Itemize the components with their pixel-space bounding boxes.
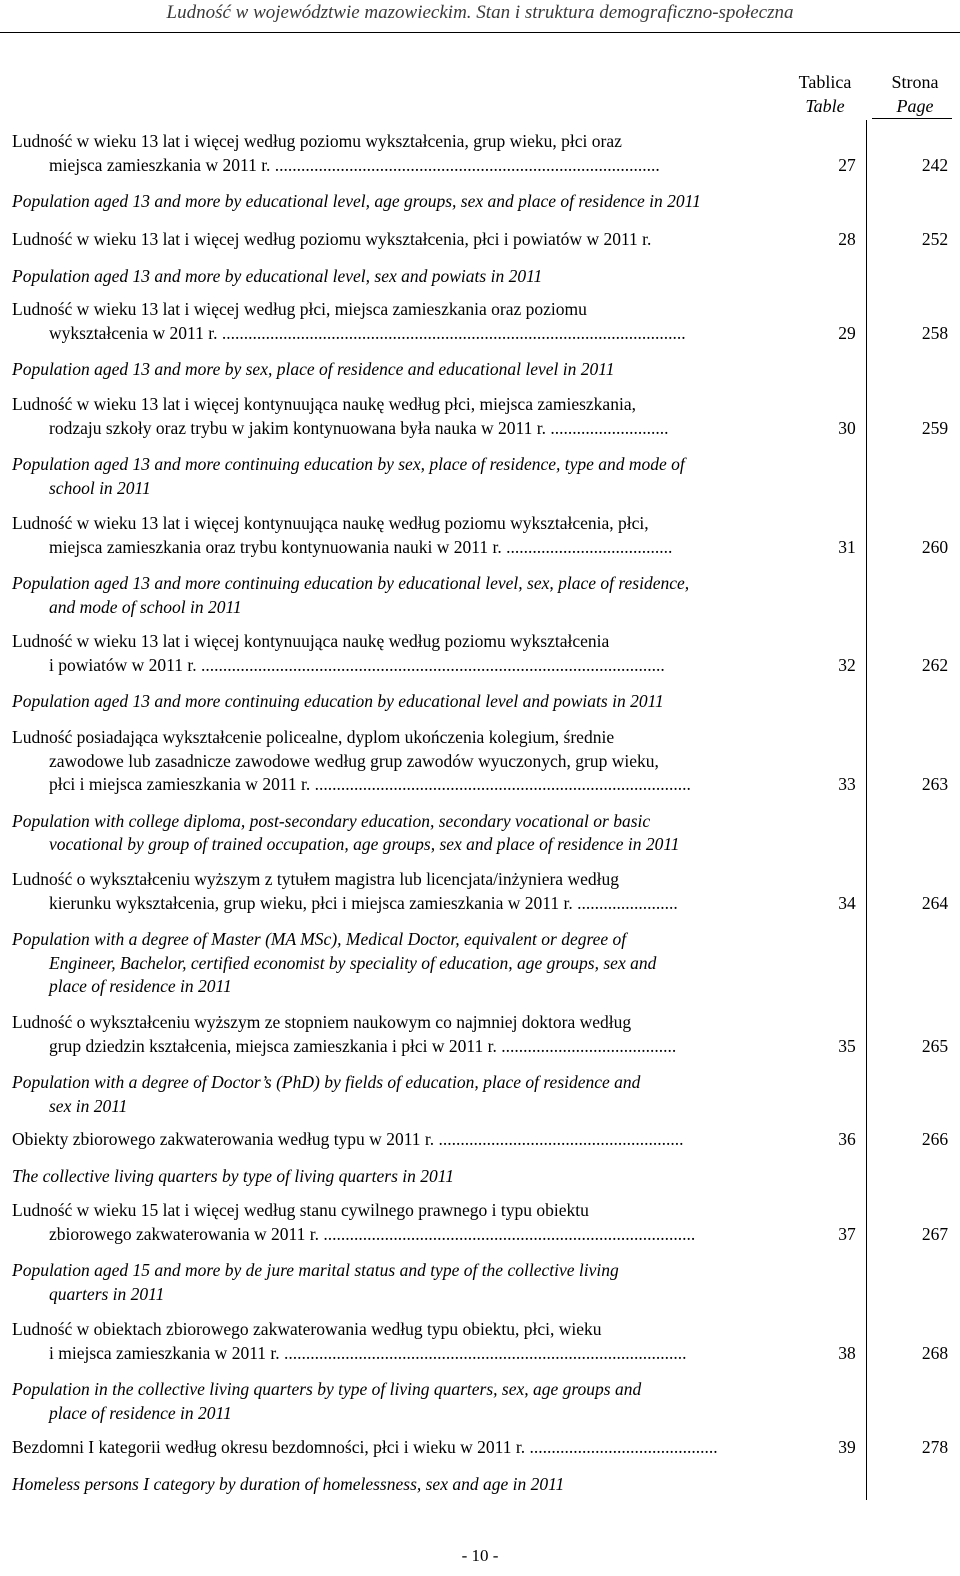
toc-title-en-line: Population aged 13 and more by sex, place of residence and educational level in 2011 — [12, 359, 615, 379]
toc-page-number: 278 — [921, 1437, 949, 1457]
toc-page-number: 263 — [921, 774, 949, 794]
toc-title-pl — [12, 868, 782, 915]
toc-title-en-line: Population aged 13 and more continuing education by educational level, sex, place of residence, — [12, 573, 690, 593]
toc-title-en — [12, 1473, 792, 1497]
column-header-table-en: Table — [805, 96, 845, 116]
toc-page-number: 252 — [921, 229, 949, 249]
toc-title-pl-line: Ludność o wykształceniu wyższym z tytułem magistra lub licencjata/inżyniera według — [12, 869, 619, 889]
toc-title-pl-line: Ludność w wieku 13 lat i więcej według płci, miejsca zamieszkania oraz poziomu — [12, 299, 587, 319]
toc-table-number: 33 — [838, 774, 856, 794]
toc-title-pl-line: Ludność posiadająca wykształcenie policealne, dyplom ukończenia kolegium, średnie — [12, 727, 615, 747]
toc-page-number: 242 — [921, 154, 949, 175]
toc-title-pl-line: miejsca zamieszkania w 2011 r. ........................................................................................ — [49, 154, 660, 175]
toc-title-en — [12, 190, 792, 214]
column-header-table-pl: Tablica — [798, 72, 852, 92]
toc-title-pl — [12, 1011, 782, 1058]
toc-table-number: 36 — [838, 1129, 856, 1149]
toc-page-number: 264 — [921, 892, 949, 913]
toc-title-en-line: The collective living quarters by type of living quarters in 2011 — [12, 1165, 454, 1186]
toc-entry[interactable] — [12, 1199, 952, 1306]
toc-title-en — [12, 572, 792, 619]
toc-entry[interactable] — [12, 393, 952, 500]
toc-title-en — [12, 453, 792, 500]
toc-table-number: 37 — [838, 1223, 856, 1244]
toc-title-en — [12, 810, 792, 857]
toc-entry[interactable] — [12, 1436, 952, 1496]
toc-title-en-line: quarters in 2011 — [49, 1283, 165, 1304]
toc-table-number: 35 — [838, 1035, 856, 1056]
column-header-page-en: Page — [896, 96, 934, 116]
toc-title-pl-line: Ludność o wykształceniu wyższym ze stopniem naukowym co najmniej doktora według — [12, 1012, 632, 1032]
toc-title-en — [12, 1378, 792, 1425]
toc-entry[interactable] — [12, 1318, 952, 1425]
toc-title-en-line: Population with a degree of Master (MA MSc), Medical Doctor, equivalent or degree of — [12, 929, 627, 949]
toc-entry[interactable] — [12, 130, 952, 214]
toc-title-pl — [12, 512, 782, 559]
toc-title-en-line: Population aged 13 and more continuing education by educational level and powiats in 2011 — [12, 691, 664, 711]
toc-title-pl-line: Ludność w wieku 13 lat i więcej kontynuująca naukę według poziomu wykształcenia — [12, 631, 610, 651]
toc-title-pl — [12, 1128, 782, 1152]
toc-title-en — [12, 358, 792, 382]
toc-title-pl-line: Ludność w wieku 15 lat i więcej według stanu cywilnego prawnego i typu obiektu — [12, 1200, 589, 1220]
toc-title-en-line: place of residence in 2011 — [49, 976, 232, 996]
toc-title-pl-line: Ludność w wieku 13 lat i więcej kontynuująca naukę według płci, miejsca zamieszkania, — [12, 394, 636, 414]
running-header — [0, 0, 960, 33]
toc-table-number: 34 — [838, 892, 856, 913]
toc-title-pl — [12, 1199, 782, 1246]
toc-entry[interactable] — [12, 512, 952, 619]
toc-title-en-line: Population in the collective living quarters by type of living quarters, sex, age groups and — [12, 1379, 642, 1399]
toc-entry[interactable] — [12, 228, 952, 288]
toc-title-pl-line: Ludność w wieku 13 lat i więcej według poziomu wykształcenia, płci i powiatów w 2011 r. — [12, 229, 652, 249]
toc-title-en-line: school in 2011 — [49, 477, 151, 498]
toc-title-en-line: Homeless persons I category by duration of homelessness, sex and age in 2011 — [12, 1473, 565, 1494]
toc-title-en-line: sex in 2011 — [49, 1095, 128, 1116]
toc-title-en-line: and mode of school in 2011 — [49, 596, 242, 617]
toc-title-en-line: place of residence in 2011 — [49, 1402, 232, 1423]
toc-title-pl-line: i powiatów w 2011 r. .......................................................................................................... — [49, 654, 665, 675]
toc-title-en-line: Population aged 15 and more by de jure marital status and type of the collective living — [12, 1260, 619, 1280]
toc-title-pl-line: i miejsca zamieszkania w 2011 r. ............................................................................................ — [49, 1342, 687, 1363]
toc-title-en — [12, 1071, 792, 1118]
toc-title-en-line: Population with a degree of Doctor’s (PhD) by fields of education, place of residence and — [12, 1072, 641, 1092]
toc-title-en — [12, 1259, 792, 1306]
toc-entry[interactable] — [12, 630, 952, 714]
toc-page-number: 265 — [921, 1035, 949, 1056]
toc-page-number: 266 — [921, 1129, 949, 1149]
column-header-rule — [872, 118, 952, 119]
toc-title-en — [12, 928, 792, 999]
toc-title-en — [12, 1165, 792, 1189]
toc-page-number: 267 — [921, 1223, 949, 1244]
toc-page-number: 260 — [921, 536, 949, 557]
column-header-page — [880, 70, 950, 118]
toc-title-pl-line: Ludność w obiektach zbiorowego zakwaterowania według typu obiektu, płci, wieku — [12, 1319, 602, 1339]
toc-title-en-line: Population aged 13 and more continuing education by sex, place of residence, type and mode of — [12, 454, 685, 474]
toc-table-number: 30 — [838, 417, 856, 438]
column-header-table — [790, 70, 860, 118]
toc-page-number: 258 — [921, 322, 949, 343]
toc-entry[interactable] — [12, 1128, 952, 1188]
toc-entry[interactable] — [12, 868, 952, 999]
toc-table-number: 28 — [838, 229, 856, 249]
toc-title-pl-line: Ludność w wieku 13 lat i więcej kontynuująca naukę według poziomu wykształcenia, płci, — [12, 513, 649, 533]
toc-title-pl — [12, 298, 782, 345]
toc-table-number: 31 — [838, 536, 856, 557]
toc-title-en-line: vocational by group of trained occupation, age groups, sex and place of residence in 2011 — [49, 834, 680, 854]
column-header-page-pl: Strona — [891, 72, 939, 92]
toc-title-pl-line: Bezdomni I kategorii według okresu bezdomności, płci i wieku w 2011 r. ........................................... — [12, 1437, 718, 1457]
toc-title-en — [12, 265, 792, 289]
toc-title-pl — [12, 1436, 782, 1460]
toc-entry[interactable] — [12, 1011, 952, 1118]
toc-table-number: 29 — [838, 322, 856, 343]
toc-title-en-line: Population aged 13 and more by educational level, age groups, sex and place of residence in 2011 — [12, 191, 701, 211]
toc-title-pl-line: rodzaju szkoły oraz trybu w jakim kontynuowana była nauka w 2011 r. ........................... — [49, 417, 669, 438]
header-title: Ludność w województwie mazowieckim. Stan i struktura demograficzno-społeczna — [166, 2, 794, 23]
toc-title-pl-line: zawodowe lub zasadnicze zawodowe według grup zawodów wyuczonych, grup wieku, — [49, 750, 659, 771]
toc-page-number: 259 — [921, 417, 949, 438]
toc-title-pl-line: płci i miejsca zamieszkania w 2011 r. ...................................................................................... — [49, 774, 691, 794]
toc-title-pl — [12, 726, 782, 797]
toc-page-number: 268 — [921, 1342, 949, 1363]
toc-title-pl — [12, 228, 782, 252]
toc-title-pl-line: kierunku wykształcenia, grup wieku, płci i miejsca zamieszkania w 2011 r. ....................... — [49, 892, 678, 913]
toc-entry[interactable] — [12, 298, 952, 382]
toc-title-en-line: Engineer, Bachelor, certified economist by speciality of education, age groups, sex and — [49, 952, 657, 973]
toc-table-number: 27 — [838, 154, 856, 175]
toc-title-pl-line: Ludność w wieku 13 lat i więcej według poziomu wykształcenia, grup wieku, płci oraz — [12, 131, 622, 151]
toc-title-pl-line: wykształcenia w 2011 r. .......................................................................................................... — [49, 322, 686, 343]
toc-page-number: 262 — [921, 654, 949, 675]
page-number: - 10 - — [461, 1546, 499, 1565]
toc-title-pl — [12, 630, 782, 677]
toc-title-en — [12, 690, 792, 714]
toc-title-pl-line: miejsca zamieszkania oraz trybu kontynuowania nauki w 2011 r. ...................................... — [49, 536, 673, 557]
toc-title-en-line: Population aged 13 and more by educational level, sex and powiats in 2011 — [12, 265, 543, 286]
toc-title-pl — [12, 393, 782, 440]
toc-table-number: 38 — [838, 1342, 856, 1363]
toc-title-en-line: Population with college diploma, post-secondary education, secondary vocational or basic — [12, 810, 651, 831]
toc-entry[interactable] — [12, 726, 952, 857]
toc-table-number: 39 — [838, 1437, 856, 1457]
toc-title-pl — [12, 130, 782, 177]
toc-title-pl — [12, 1318, 782, 1365]
toc-title-pl-line: grup dziedzin kształcenia, miejsca zamieszkania i płci w 2011 r. ........................................ — [49, 1035, 677, 1056]
toc-title-pl-line: zbiorowego zakwaterowania w 2011 r. ..................................................................................... — [49, 1223, 696, 1244]
toc-table-number: 32 — [838, 654, 856, 675]
toc-title-pl-line: Obiekty zbiorowego zakwaterowania według typu w 2011 r. ........................................................ — [12, 1129, 684, 1149]
